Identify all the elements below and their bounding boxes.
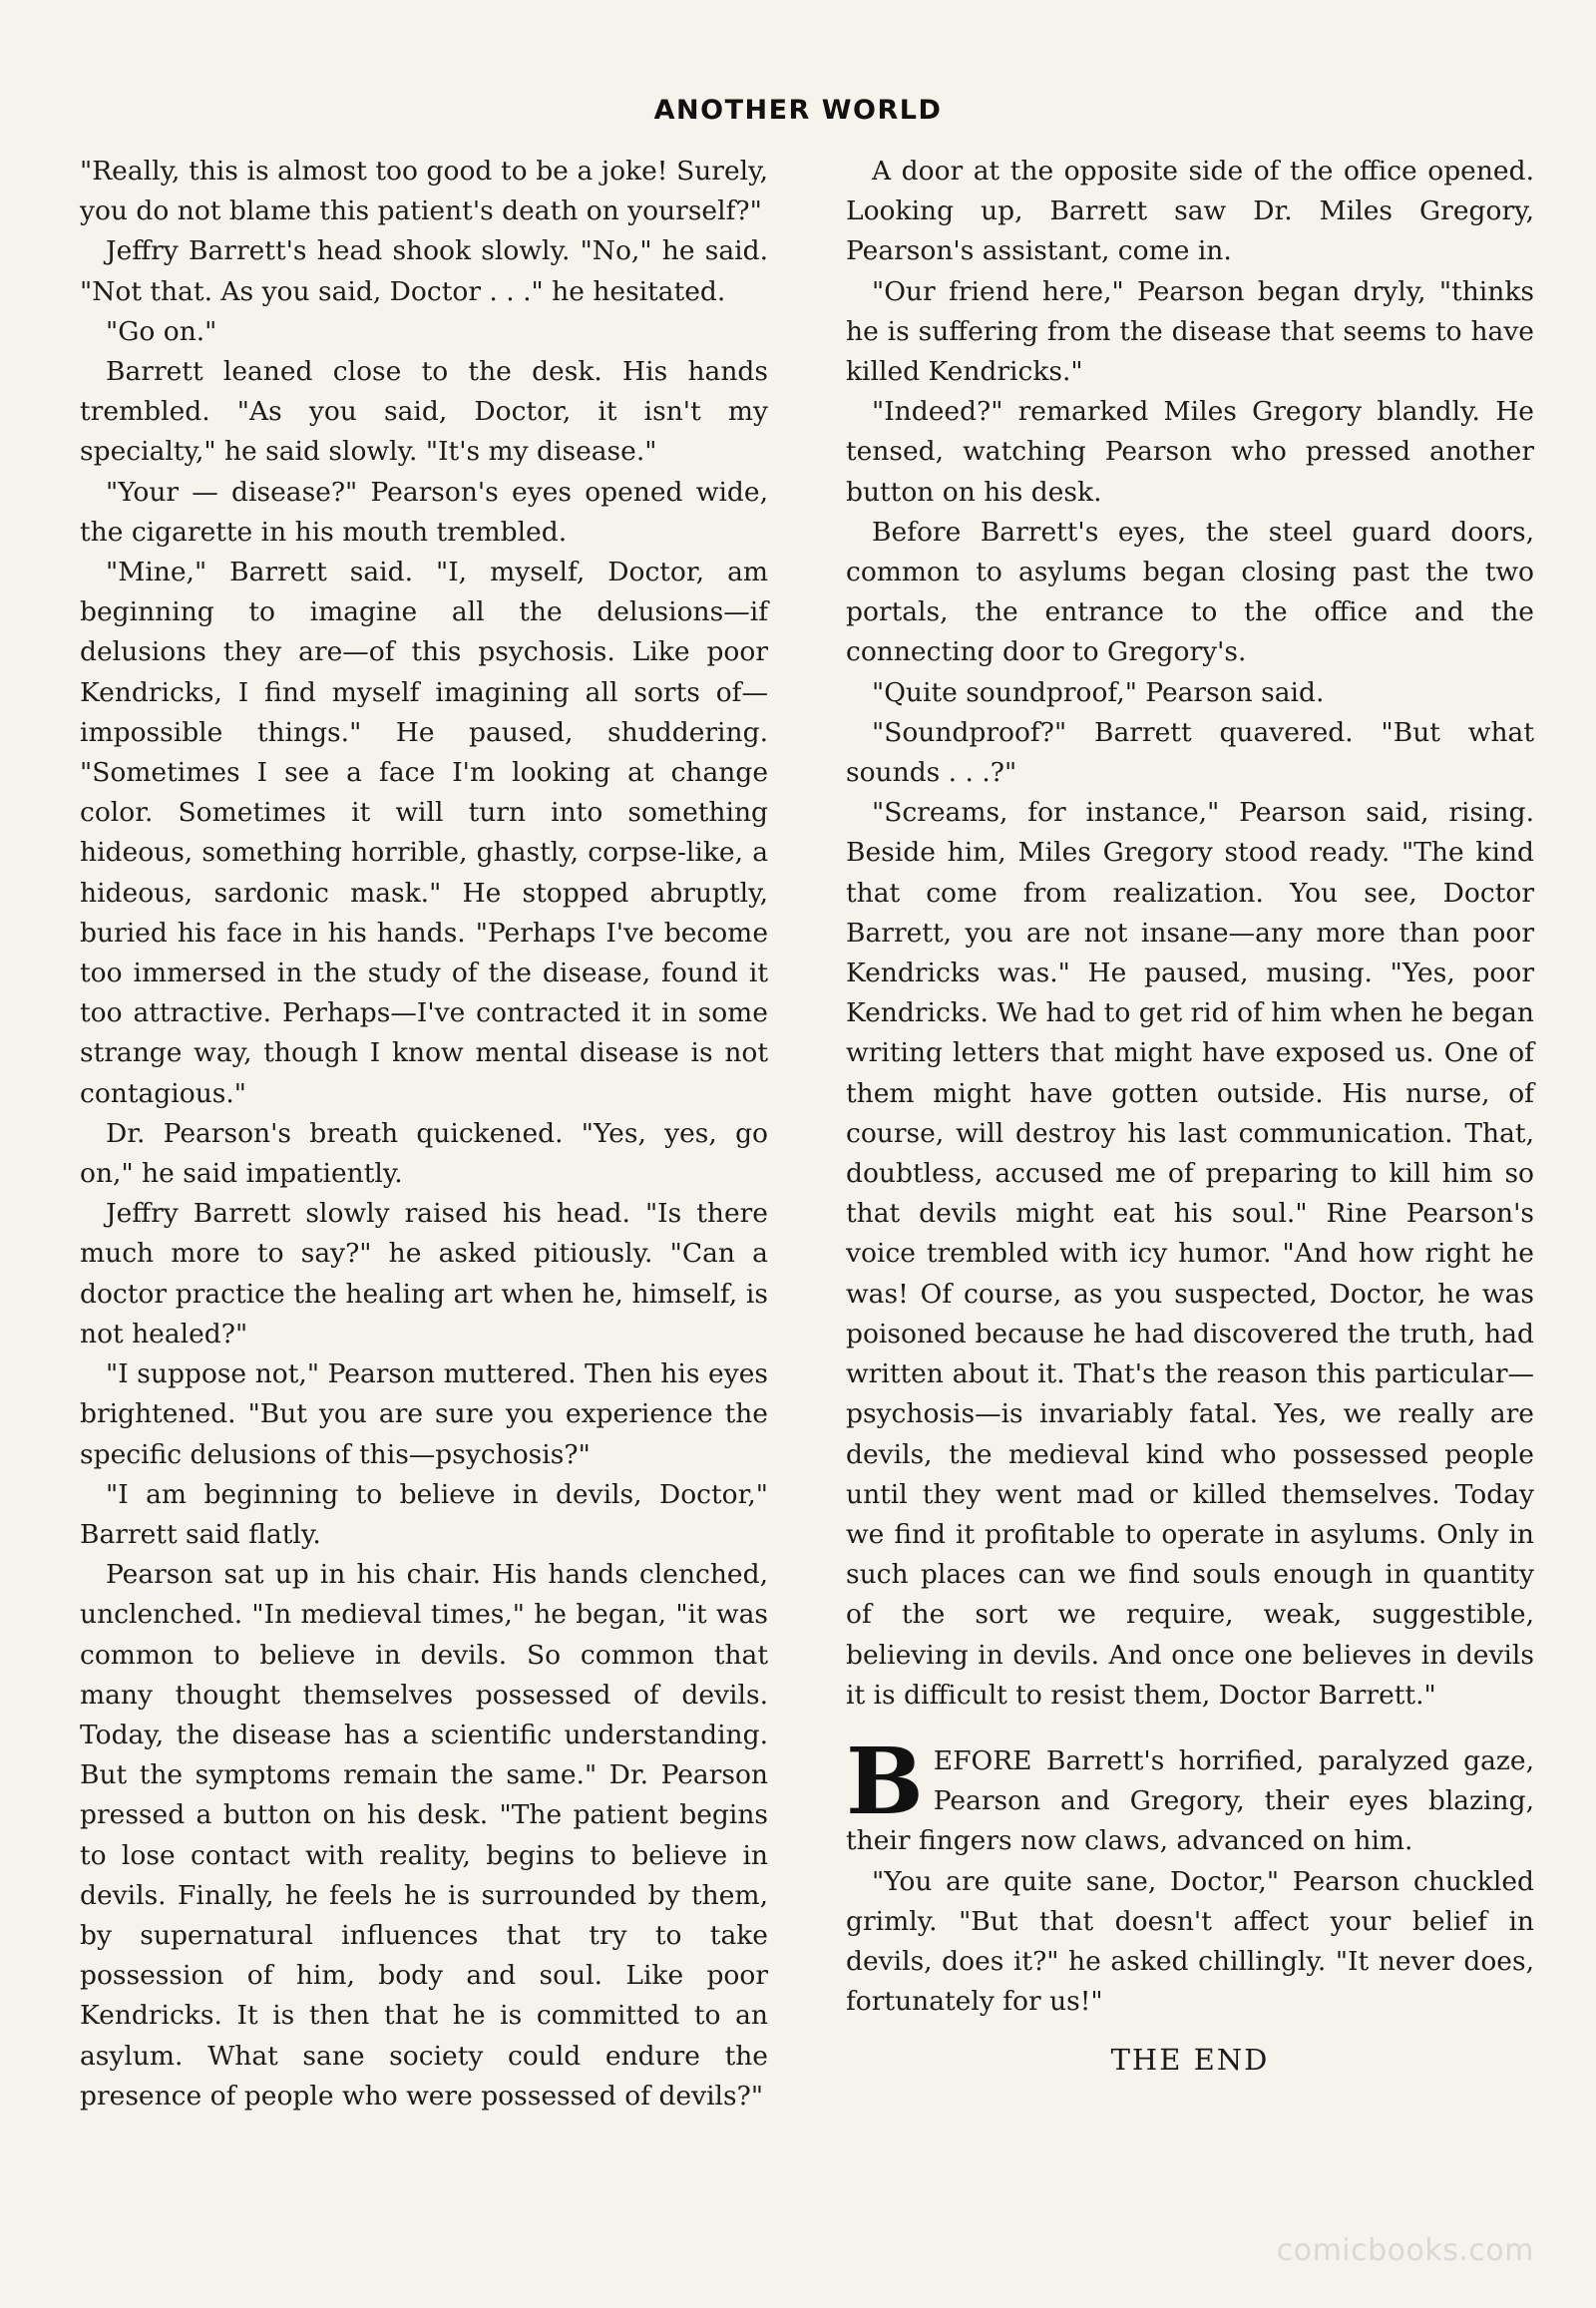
paragraph: "I am beginning to believe in devils, Doctor," Barrett said flatly. — [80, 1478, 768, 1550]
drop-cap-letter: B — [846, 1727, 924, 1835]
the-end-label: THE END — [1110, 2043, 1270, 2078]
right-column — [846, 152, 1534, 2081]
paragraph: Barrett leaned close to the desk. His hands trembled. "As you said, Doctor, it isn't my specialty," he said slowly. "It's my disease." — [80, 356, 768, 468]
paragraph: "Our friend here," Pearson began dryly, "thinks he is suffering from the disease that seems to have killed Kendricks." — [846, 275, 1534, 388]
paragraph: "Quite soundproof," Pearson said. — [872, 676, 1325, 708]
paragraph: Before Barrett's eyes, the steel guard doors, common to asylums began closing past the two portals, the entrance to the office and the connecting door to Gregory's. — [846, 516, 1534, 668]
closing-paragraph: "You are quite sane, Doctor," Pearson chuckled grimly. "But that doesn't affect your belief in devils, does it?" he asked chillingly. "It never does, fortunately for us!" — [846, 1865, 1534, 2018]
drop-cap-paragraph — [846, 1727, 1534, 1862]
drop-cap-paragraph-text: EFORE Barrett's horrified, paralyzed gaze, Pearson and Gregory, their eyes blazing, their fingers now claws, advanced on him. — [846, 1744, 1534, 1857]
paragraph: Pearson sat up in his chair. His hands clenched, unclenched. "In medieval times," he began, "it was common to believe in devils. So common that many thought themselves possessed of devils. Today, the disease has a scientific understanding. But the symptoms remain the same." Dr. Pearson pressed a button on his desk. "The patient begins to lose contact with reality, begins to believe in devils. Finally, he feels he is surrounded by them, by supernatural influences that try to take possession of him, body and soul. Like poor Kendricks. It is then that he is committed to an asylum. What sane society could endure the presence of people who were possessed of devils?" — [80, 1559, 768, 2112]
paragraph: "Mine," Barrett said. "I, myself, Doctor, am beginning to imagine all the delusions—if delusions they are—of this psychosis. Like poor Kendricks, I find myself imagining all sorts of—impossible things." He paused, shuddering. "Sometimes I see a face I'm looking at change color. Sometimes it will turn into something hideous, something horrible, ghastly, corpse-like, a hideous, sardonic mask." He stopped abruptly, buried his face in his hands. "Perhaps I've become too immersed in the study of the disease, found it too attractive. Perhaps—I've contracted it in some strange way, though I know mental disease is not contagious." — [80, 557, 768, 1109]
paragraph: "Go on." — [106, 315, 217, 347]
paragraph: "I suppose not," Pearson muttered. Then his eyes brightened. "But you are sure you experience the specific delusions of this—psychosis?" — [80, 1358, 768, 1470]
paragraph: "Screams, for instance," Pearson said, rising. Beside him, Miles Gregory stood ready. "The kind that come from realization. You see, Doctor Barrett, you are not insane—any more than poor Kendricks was." He paused, musing. "Yes, poor Kendricks. We had to get rid of him when he began writing letters that might have exposed us. One of them might have gotten outside. His nurse, of course, will destroy his last communication. That, doubtless, accused me of preparing to kill him so that devils might eat his soul." Rine Pearson's voice trembled with icy humor. "And how right he was! Of course, as you suspected, Doctor, he was poisoned because he had discovered the truth, had written about it. That's the reason this particular—psychosis—is invariably fatal. Yes, we really are devils, the medieval kind who possessed people until they went mad or killed themselves. Today we find it profitable to operate in asylums. Only in such places can we find souls enough in quantity of the sort we require, weak, suggestible, believing in devils. And once one believes in devils it is difficult to resist them, Doctor Barrett." — [846, 797, 1534, 1711]
paragraph: Dr. Pearson's breath quickened. "Yes, yes, go on," he said impatiently. — [80, 1117, 768, 1190]
site-watermark: comicbooks.com — [1276, 2233, 1534, 2268]
paragraph: "Your — disease?" Pearson's eyes opened wide, the cigarette in his mouth trembled. — [80, 476, 768, 548]
paragraph: Jeffry Barrett slowly raised his head. "Is there much more to say?" he asked pitiously. "Can a doctor practice the healing art when he, himself, is not healed?" — [80, 1198, 768, 1349]
paragraph: "Soundproof?" Barrett quavered. "But what sounds . . .?" — [846, 716, 1534, 789]
paragraph: "Indeed?" remarked Miles Gregory blandly. He tensed, watching Pearson who pressed another button on his desk. — [846, 396, 1534, 508]
paragraph: "Really, this is almost too good to be a joke! Surely, you do not blame this patient's death on yourself?" — [80, 156, 768, 227]
paragraph: A door at the opposite side of the office opened. Looking up, Barrett saw Dr. Miles Gregory, Pearson's assistant, come in. — [846, 156, 1534, 267]
paragraph: Jeffry Barrett's head shook slowly. "No," he said. "Not that. As you said, Doctor . . ." he hesitated. — [80, 235, 768, 307]
left-column — [80, 152, 768, 2116]
page-title: ANOTHER WORLD — [653, 95, 943, 126]
